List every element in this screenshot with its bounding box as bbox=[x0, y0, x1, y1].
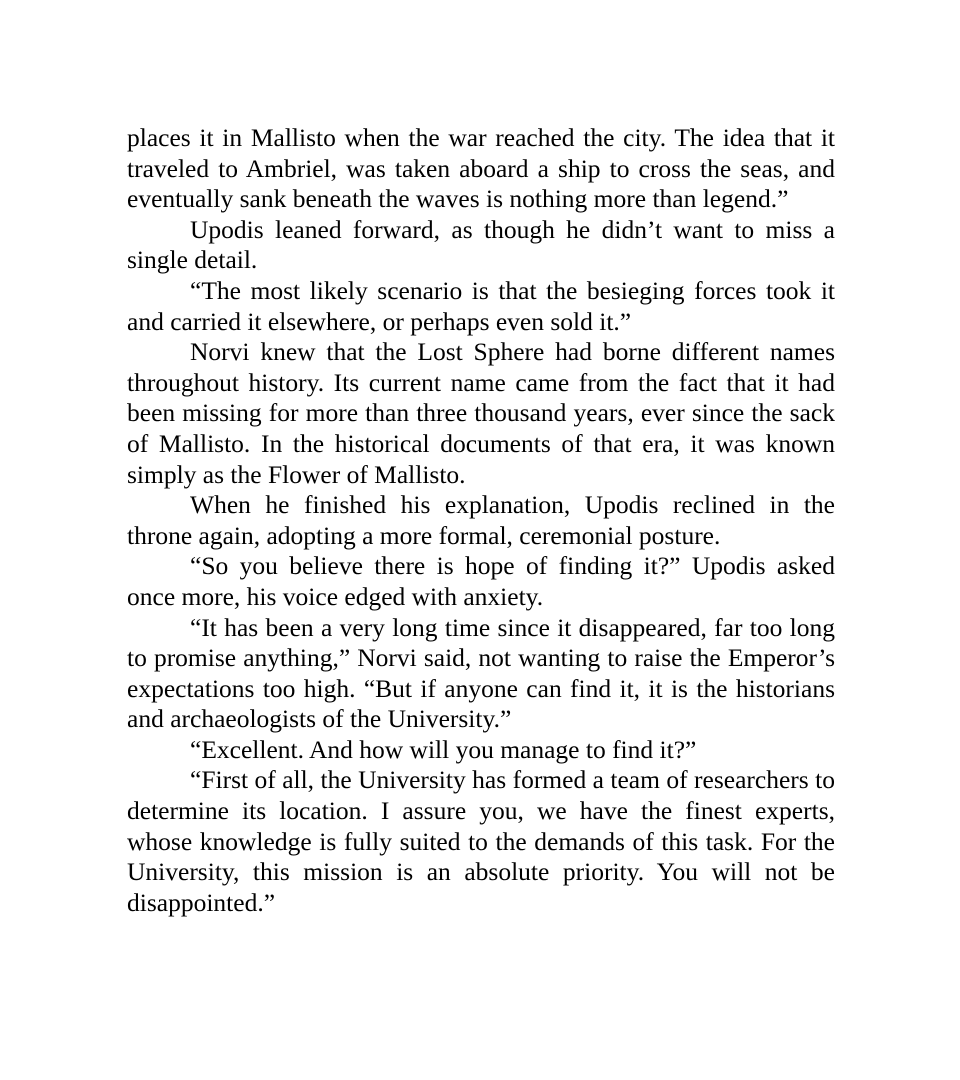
paragraph: places it in Mallisto when the war reached the city. The idea that it traveled to Ambriel, was taken aboard a ship to cross the seas, and eventually sank beneath the waves is nothing more than legend.” bbox=[127, 123, 835, 214]
paragraph: Norvi knew that the Lost Sphere had borne different names throughout history. Its current name came from the fact that it had been missing for more than three thousand years, ever since the sack of Mallisto. In the historical documents of that era, it was known simply as the Flower of Mallisto. bbox=[127, 337, 835, 489]
paragraph: “It has been a very long time since it disappeared, far too long to promise anything,” Norvi said, not wanting to raise the Emperor’s expectations too high. “But if anyone can find it, it is the historians and archaeologists of the University.” bbox=[127, 612, 835, 734]
body-text bbox=[127, 123, 835, 918]
paragraph: “Excellent. And how will you manage to find it?” bbox=[190, 734, 697, 764]
paragraph: When he finished his explanation, Upodis reclined in the throne again, adopting a more formal, ceremonial posture. bbox=[127, 490, 835, 550]
paragraph: “The most likely scenario is that the besieging forces took it and carried it elsewhere, or perhaps even sold it.” bbox=[127, 275, 835, 336]
paragraph: Upodis leaned forward, as though he didn’t want to miss a single detail. bbox=[127, 214, 835, 275]
paragraph: “First of all, the University has formed a team of researchers to determine its location. I assure you, we have the finest experts, whose knowledge is fully suited to the demands of this task. For the University, this mission is an absolute priority. You will not be disappointed.” bbox=[127, 765, 835, 917]
paragraph: “So you believe there is hope of finding it?” Upodis asked once more, his voice edged with anxiety. bbox=[127, 551, 835, 611]
